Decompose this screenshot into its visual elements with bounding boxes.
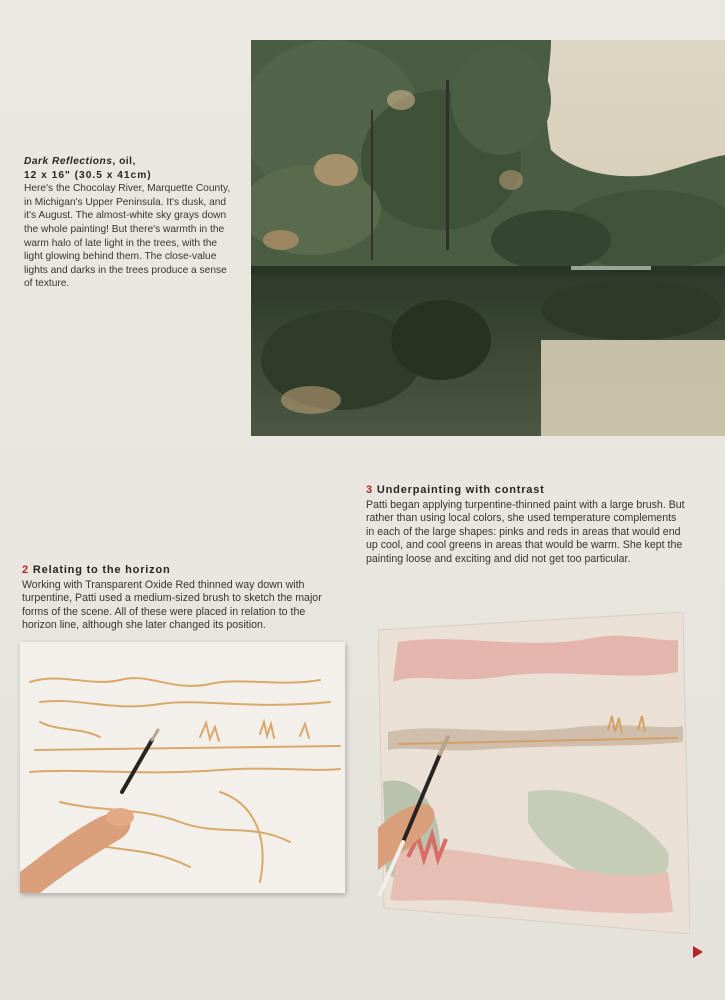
- underpainting-image: [378, 612, 690, 934]
- step-3-section: [366, 484, 686, 567]
- step-3-heading: [366, 484, 686, 498]
- caption-dimensions: 12 x 16" (30.5 x 41cm): [24, 169, 152, 181]
- next-page-arrow-icon[interactable]: [693, 946, 703, 958]
- caption-title: Dark Reflections: [24, 156, 113, 167]
- step-2-number: 2: [22, 564, 29, 576]
- step-3-number: 3: [366, 484, 373, 496]
- painting-image: [251, 40, 725, 436]
- underpainting-photo: [378, 612, 690, 934]
- dark-reflections-painting: [251, 40, 725, 436]
- sketch-photo: [20, 642, 345, 893]
- step-3-title: Underpainting with contrast: [376, 484, 545, 496]
- caption-title-line: [24, 155, 234, 169]
- step-2-body: Working with Transparent Oxide Red thinned way down with turpentine, Patti used a medium-sized brush to sketch the major forms of the scene. All of these were placed in relation to the horizon line, although she later changed its position.: [22, 578, 322, 632]
- painting-caption: [24, 155, 234, 291]
- step-3-body: Patti began applying turpentine-thinned paint with a large brush. But rather than using local colors, she used temperature complements in each of the large shapes: pinks and reds in areas that would end up cool, and cool greens in areas that would be warm. She kept the painting loose and exciting and did not get too particular.: [366, 498, 685, 565]
- step-2-title: Relating to the horizon: [32, 564, 171, 576]
- step-2-heading: [22, 564, 342, 578]
- caption-medium: , oil,: [112, 156, 136, 167]
- caption-body: Here's the Chocolay River, Marquette County, in Michigan's Upper Peninsula. It's dusk, and it's August. The almost-white sky grays down the whole painting! But there's warmth in the warm halo of late light in the trees, with the light glowing behind them. The close-value lights and darks in the trees produce a sense of texture.: [24, 183, 231, 290]
- sketch-image: [20, 642, 345, 893]
- step-2-section: [22, 564, 342, 633]
